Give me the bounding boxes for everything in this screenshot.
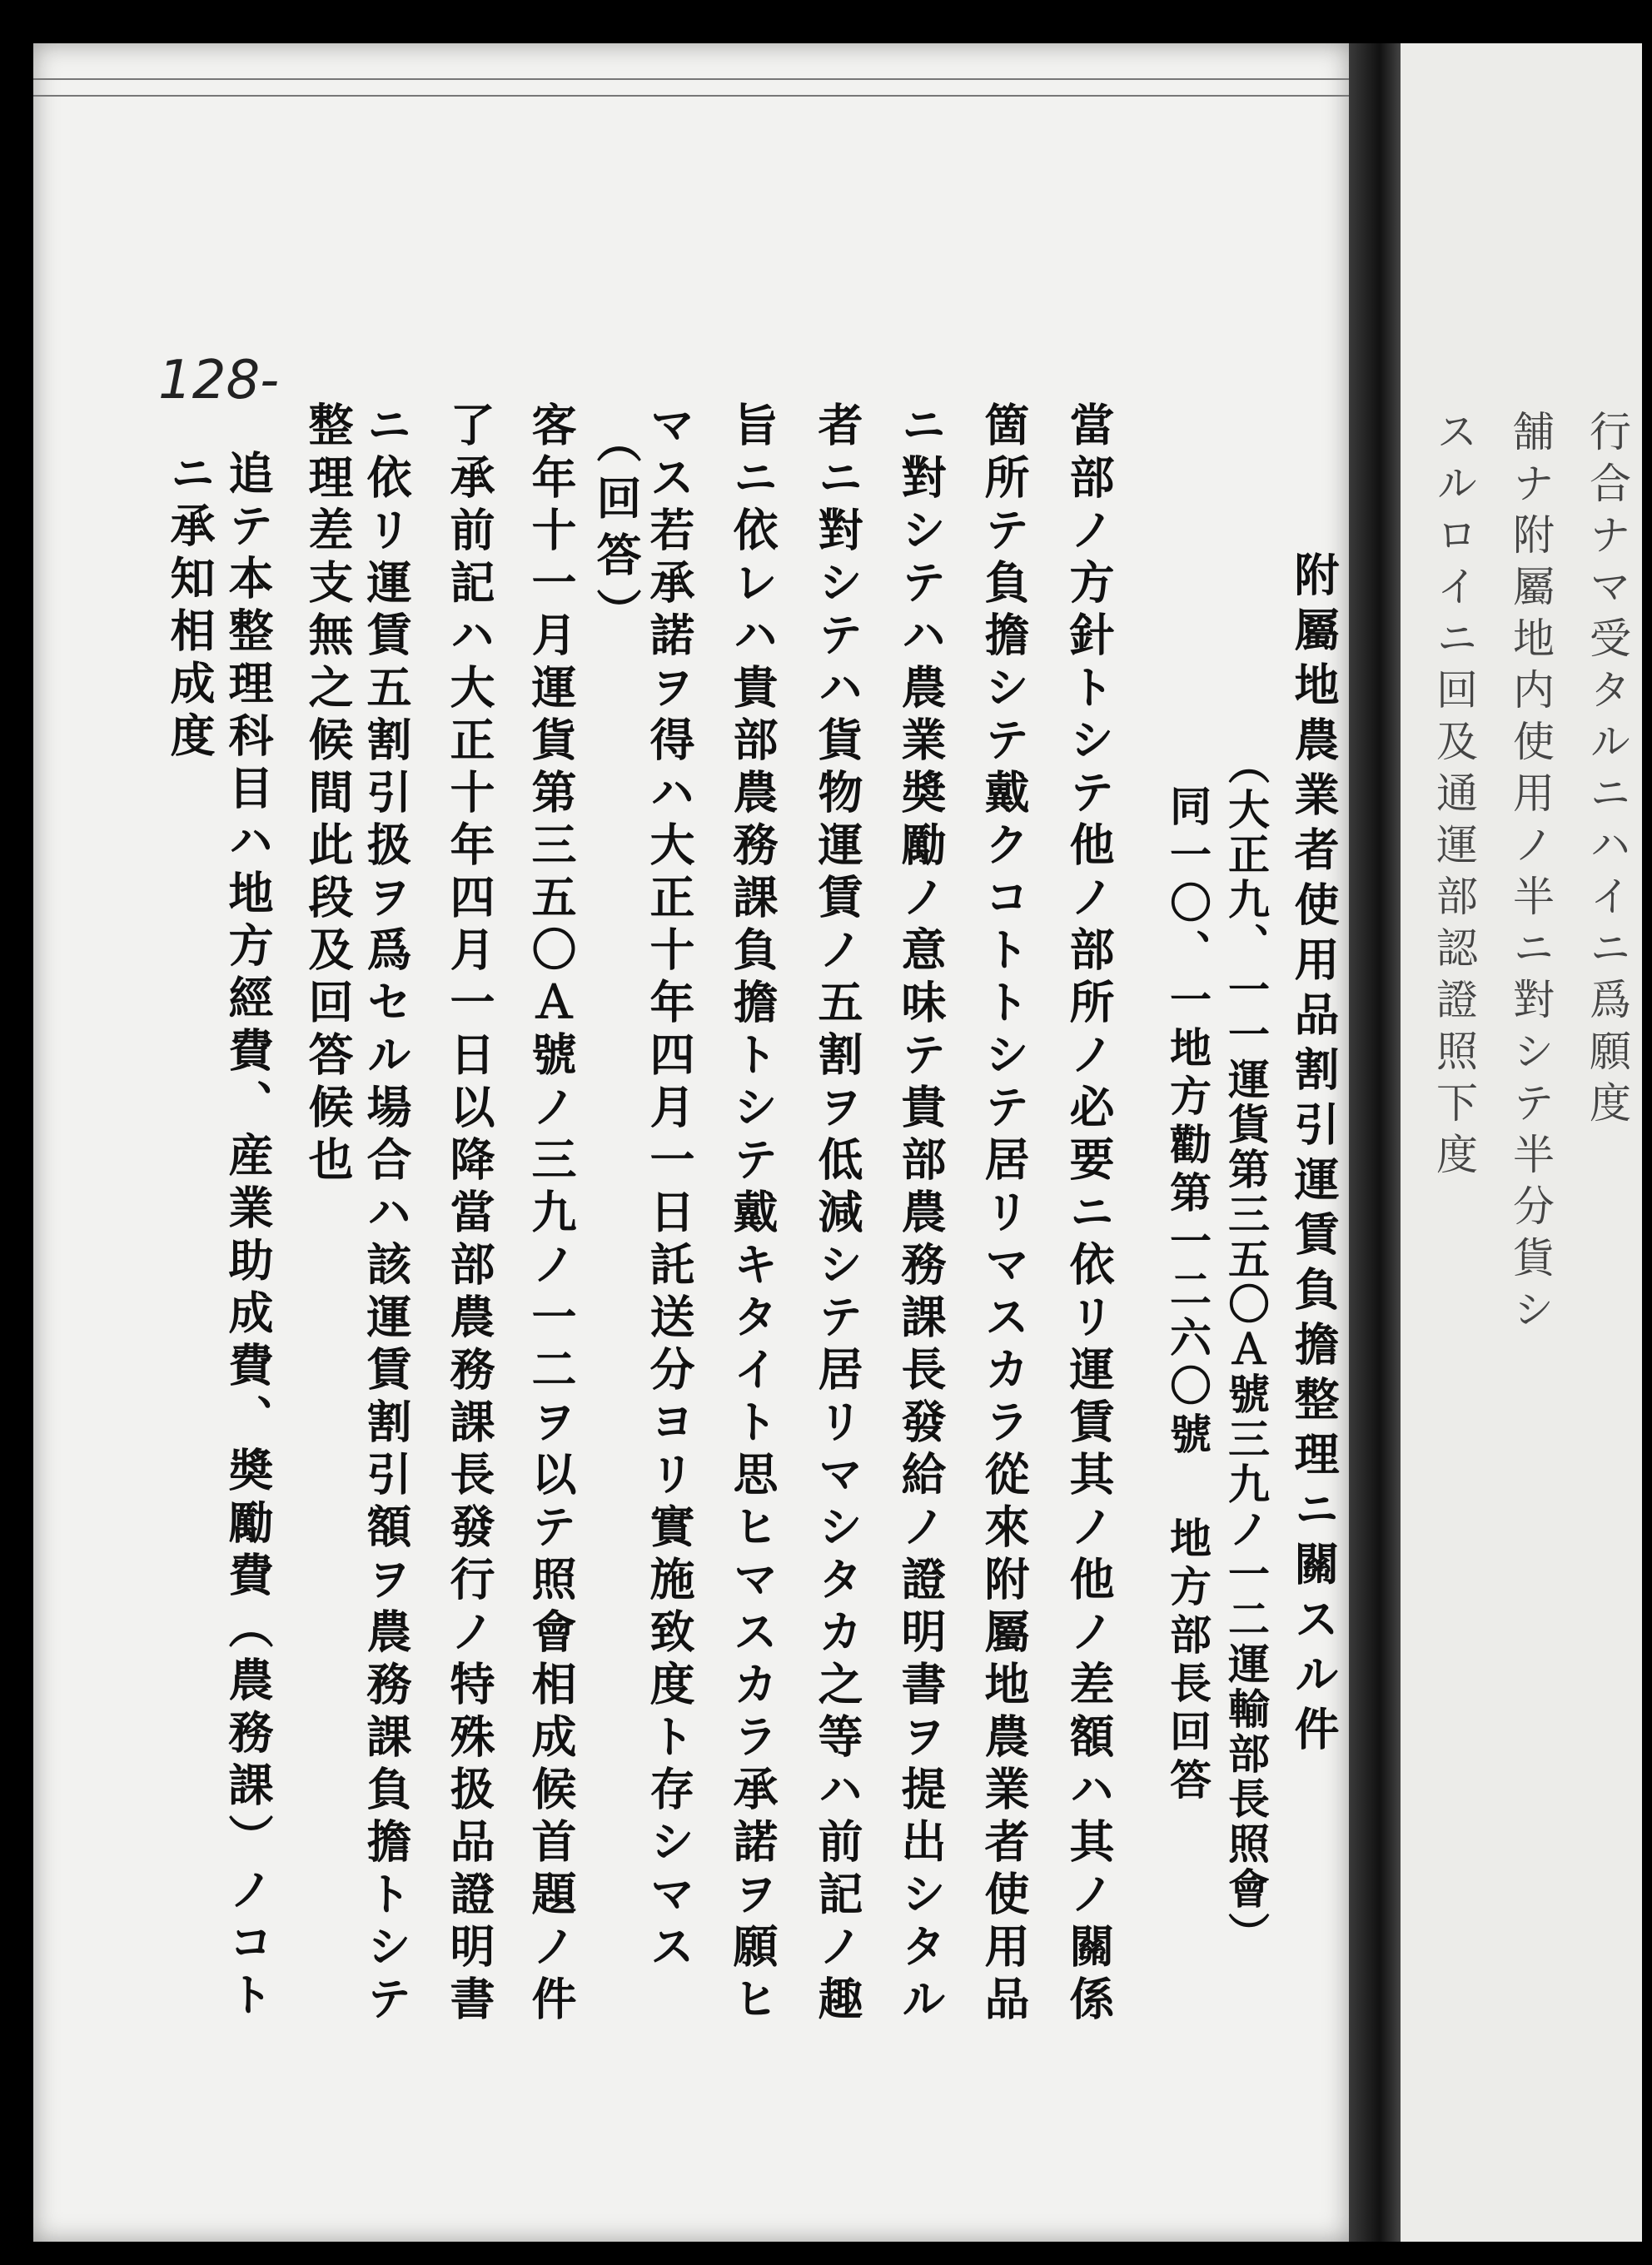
top-rule-2: [33, 95, 1349, 97]
body-column: 者ニ對シテハ貨物運賃ノ五割ヲ低減シテ居リマシタカ之等ハ前記ノ趣: [811, 401, 864, 2028]
top-rule: [33, 78, 1349, 80]
body-column: 旨ニ依レハ貴部農務課負擔トシテ戴キタイト思ヒマスカラ承諾ヲ願ヒ: [726, 401, 779, 2028]
body-column: 客年十一月運貨第三五〇Ａ號ノ三九ノ一二ヲ以テ照會相成候首題ノ件: [525, 401, 578, 2028]
body-column: マス若承諾ヲ得ハ大正十年四月一日託送分ヨリ實施致度ト存シマス: [643, 401, 696, 1975]
reference-line-2: 同一〇、一地方勸第一二六〇號 地方部長回答: [1163, 784, 1212, 1806]
page-number: 128-: [158, 350, 280, 411]
body-column: 箇所テ負擔シテ戴クコトトシテ居リマスカラ從來附屬地農業者使用品: [978, 401, 1031, 2028]
document-page: [33, 43, 1349, 2242]
adjacent-column: 舗ナ附屬地内使用ノ半ニ對シテ半分貨シ: [1506, 410, 1555, 1339]
document-title: 附屬地農業者使用品割引運賃負擔整理ニ關スル件: [1287, 551, 1341, 1760]
adjacent-column: 行合ナマ受タルニハイニ爲願度: [1583, 410, 1631, 1132]
body-column: ニ對シテハ農業奬勵ノ意味テ貴部農務課長發給ノ證明書ヲ提出シタル: [894, 401, 948, 2028]
reference-line-1: （大正九、一一運貨第三五〇Ａ號三九ノ一二運輸部長照會）: [1222, 743, 1271, 1957]
body-column: 整理差支無之候間此段及回答候也: [301, 401, 355, 1188]
body-column: 了承前記ハ大正十年四月一日以降當部農務課長發行ノ特殊扱品證明書: [443, 401, 496, 2028]
adjacent-column: スルロイニ回及通運部認證照下度: [1430, 410, 1478, 1184]
body-column: ニ依リ運賃五割引扱ヲ爲セル場合ハ該運賃割引額ヲ農務課負擔トシテ: [360, 401, 413, 2028]
adjacent-page: [1401, 43, 1642, 2242]
postscript-column: 追テ本整理科目ハ地方經費、産業助成費、奬勵費（農務課）ノコト: [221, 450, 275, 2024]
reply-heading: （回答）: [590, 418, 643, 645]
postscript-column: ニ承知相成度: [163, 450, 216, 764]
body-column: 當部ノ方針トシテ他ノ部所ノ必要ニ依リ運賃其ノ他ノ差額ハ其ノ關係: [1062, 401, 1116, 2028]
book-spine: [1349, 43, 1401, 2242]
